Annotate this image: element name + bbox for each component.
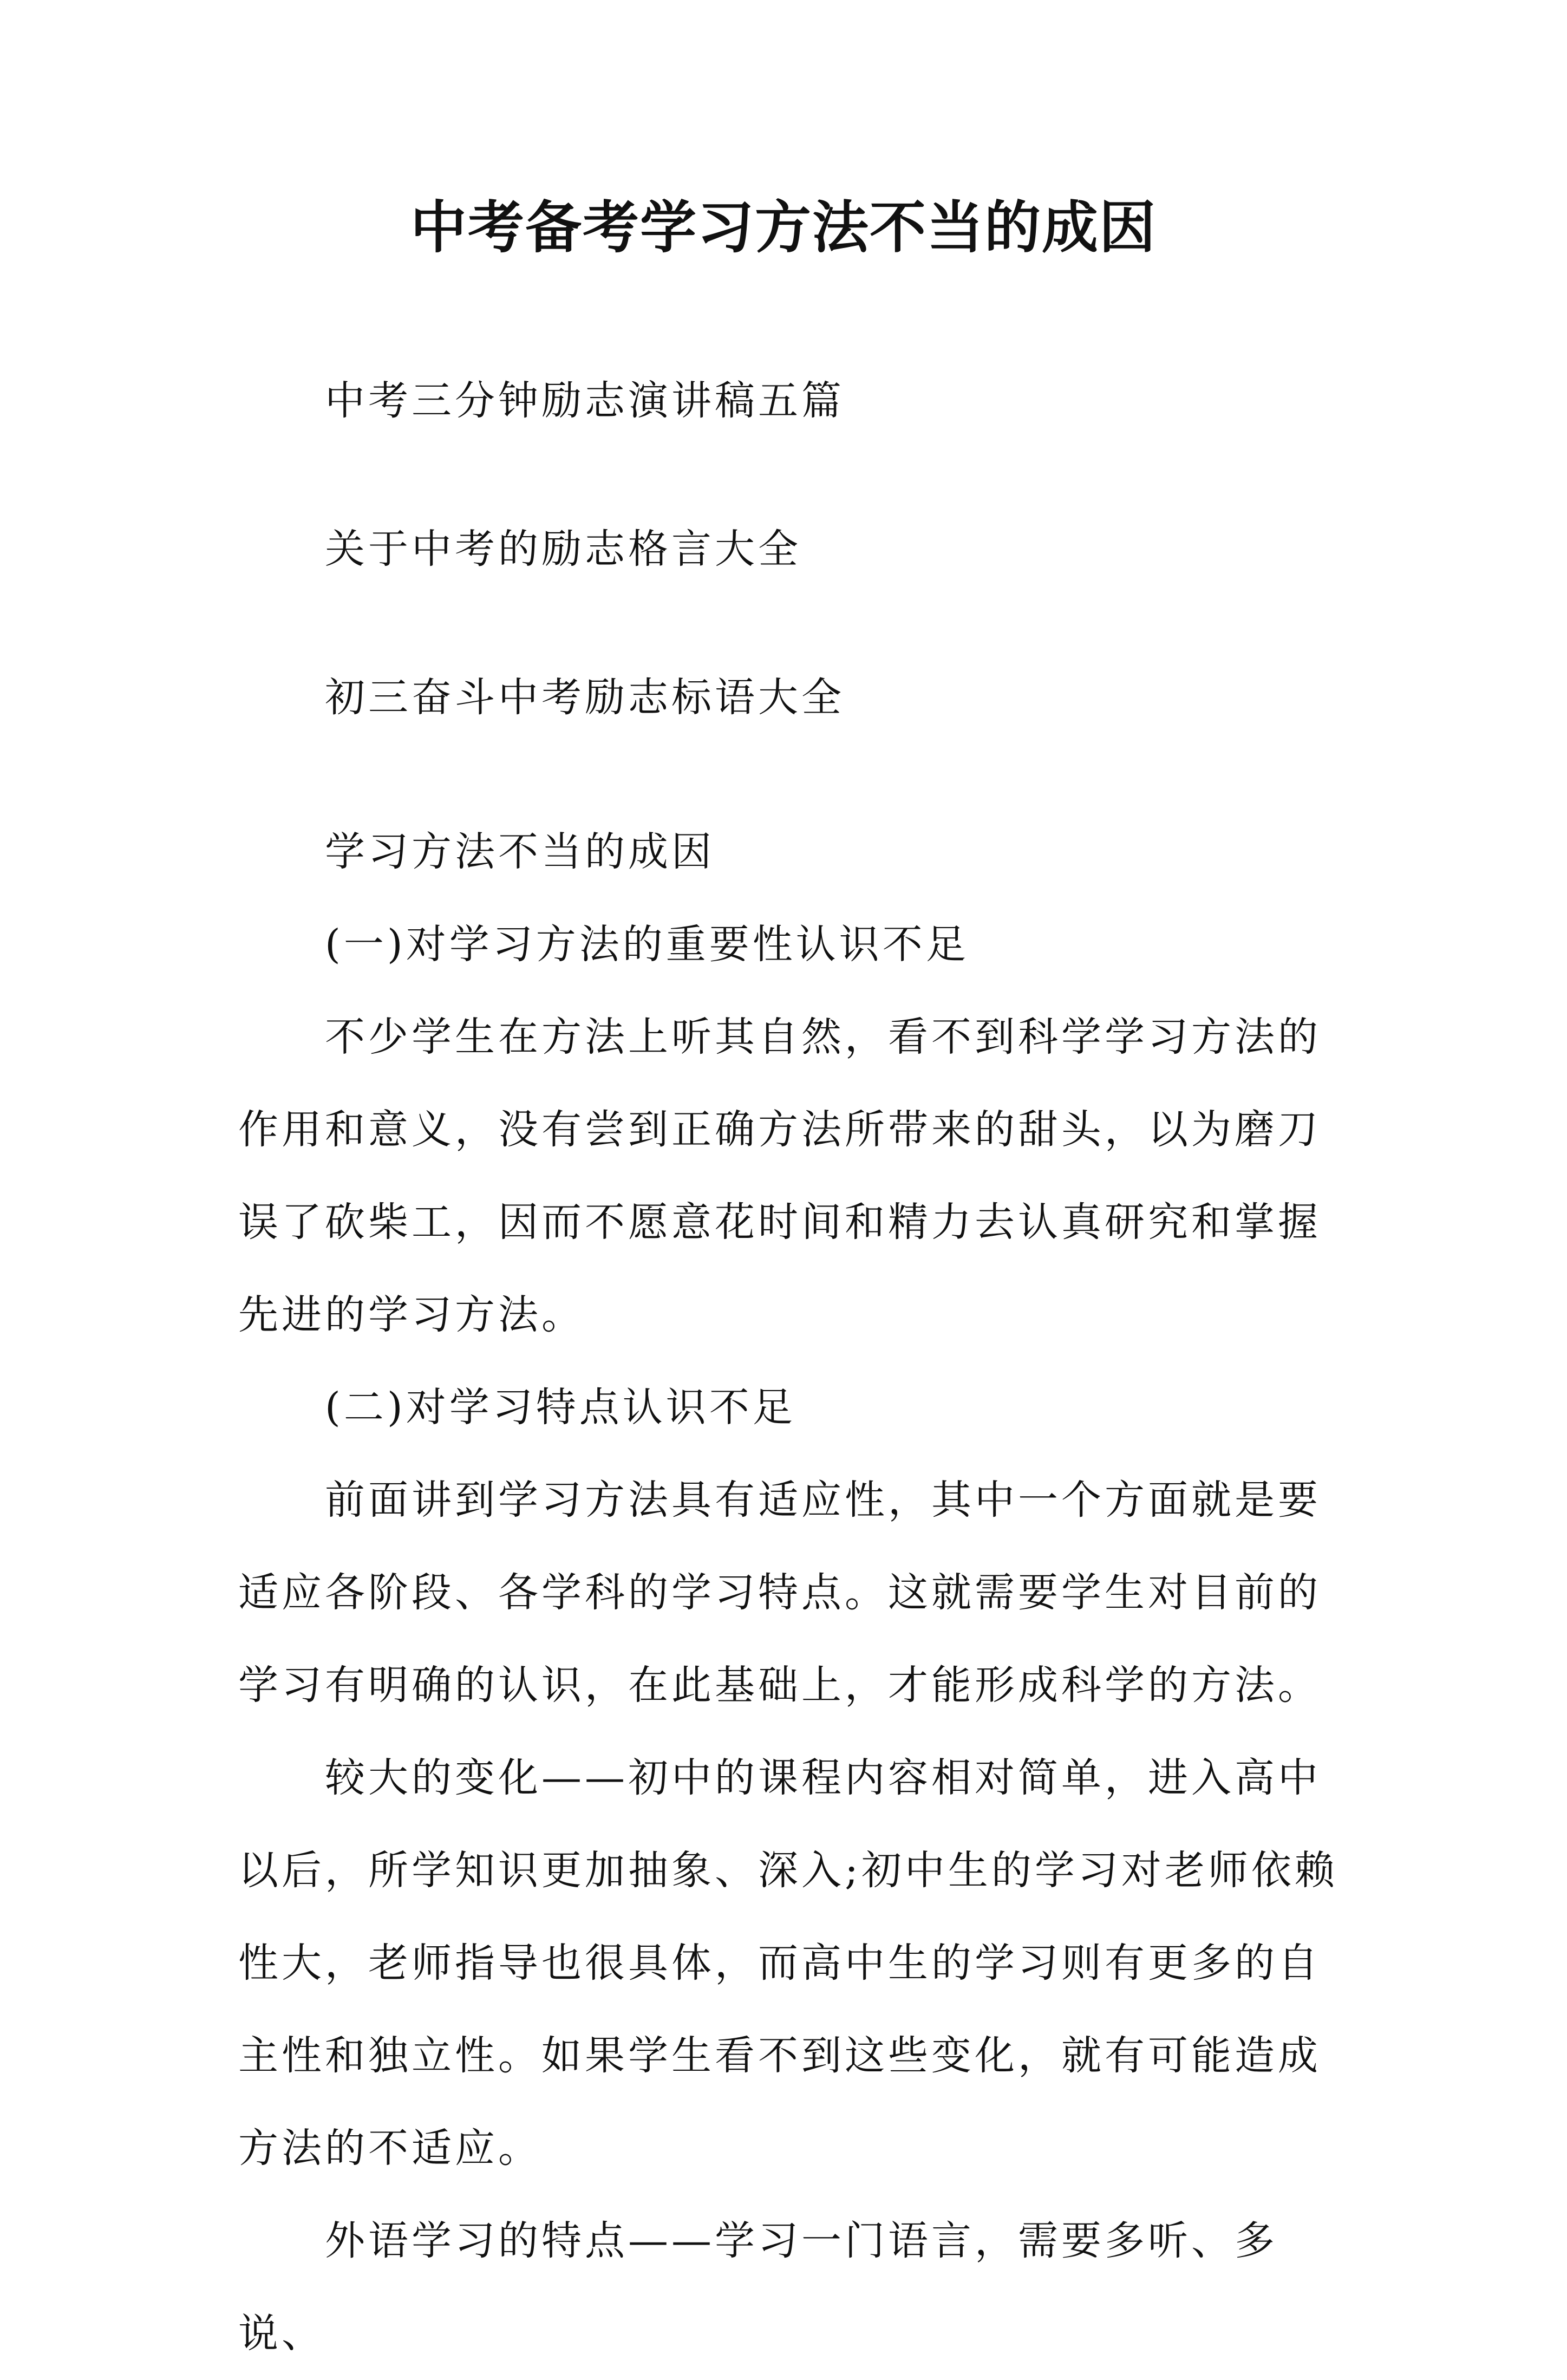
subsection-heading: (一)对学习方法的重要性认识不足 bbox=[325, 921, 969, 968]
document-title: 中考备考学习方法不当的成因 bbox=[410, 194, 1157, 260]
related-link[interactable]: 初三奋斗中考励志标语大全 bbox=[325, 674, 845, 721]
body-paragraph: 外语学习的特点——学习一门语言，需要多听、多说、 bbox=[238, 2218, 1278, 2357]
body-paragraph: 前面讲到学习方法具有适应性，其中一个方面就是要适应各阶段、各学科的学习特点。这就需要学生对目前的学习有明确的认识，在此基础上，才能形成科学的方法。 bbox=[238, 1477, 1321, 1709]
section-heading: 学习方法不当的成因 bbox=[325, 829, 715, 875]
body-paragraph: 较大的变化——初中的课程内容相对简单，进入高中以后，所学知识更加抽象、深入;初中生的学习对老师依赖性大，老师指导也很具体，而高中生的学习则有更多的自主性和独立性。如果学生看不到这些变化，就有可能造成方法的不适应。 bbox=[238, 1755, 1338, 2172]
subsection-heading: (二)对学习特点认识不足 bbox=[325, 1384, 796, 1431]
document-body bbox=[238, 806, 1348, 2380]
related-link[interactable]: 关于中考的励志格言大全 bbox=[325, 526, 801, 572]
body-paragraph: 不少学生在方法上听其自然，看不到科学学习方法的作用和意义，没有尝到正确方法所带来的甜头，以为磨刀误了砍柴工，因而不愿意花时间和精力去认真研究和掌握先进的学习方法。 bbox=[238, 1014, 1321, 1338]
related-link[interactable]: 中考三分钟励志演讲稿五篇 bbox=[325, 377, 845, 424]
